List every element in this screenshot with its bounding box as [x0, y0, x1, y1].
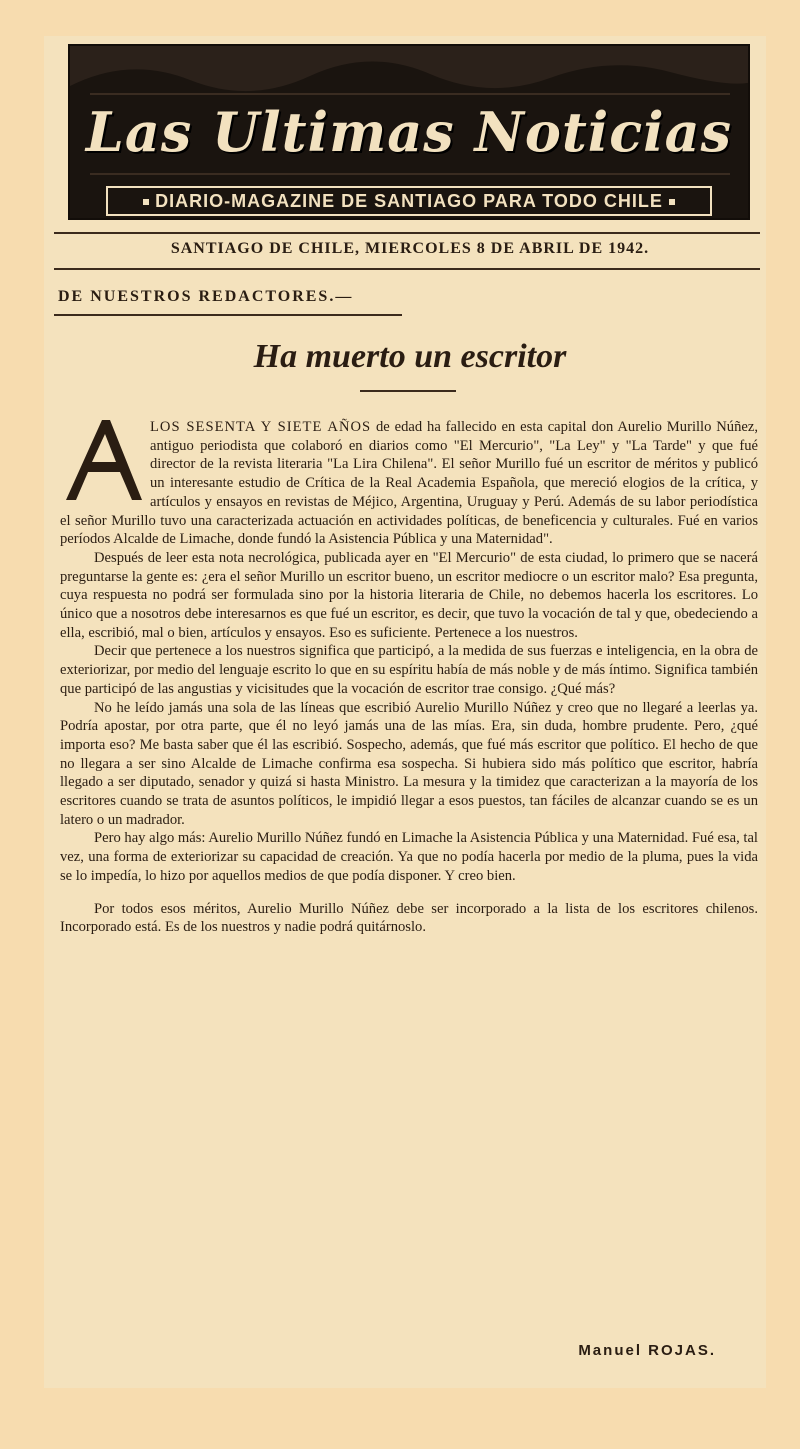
- article-paragraph: Pero hay algo más: Aurelio Murillo Núñez fundó en Limache la Asistencia Pública y una Maternidad. Fué esa, tal vez, una forma de exteriorizar su capacidad de creación. Ya que no podía hacerla por medio de la pluma, pues la vida se lo impedía, lo hizo por aquellos medios de que podía disponer. Y creo bien.: [60, 830, 758, 884]
- lead-caps: LOS SESENTA Y SIETE AÑOS: [150, 419, 372, 435]
- divider: [360, 390, 456, 392]
- article-body: [60, 418, 758, 937]
- article-paragraph: No he leído jamás una sola de las líneas que escribió Aurelio Murillo Núñez y creo que no llegaré a leerlas ya. Podría apostar, por otra parte, que él no leyó jamás una de las mías. Era, sin duda, hombre prudente. Pero, ¿qué importa eso? Me basta saber que él las escribió. Sospecho, además, que fué más escritor que político. El hecho de que no llegara a ser sino Alcalde de Limache confirma esa sospecha. Si hubiera sido más político que escritor, habría llegado a ser diputado, senador y quizá si hasta Ministro. La mesura y la timidez que caracterizan a la mayoría de los escritores cuando se trata de asuntos políticos, le impidió llegar a esos puestos, tan fáciles de alcanzar cuando se es un latero o un madrador.: [60, 699, 758, 828]
- bullet-icon: [143, 199, 149, 205]
- article-paragraph: Por todos esos méritos, Aurelio Murillo Núñez debe ser incorporado a la lista de los escritores chilenos. Incorporado está. Es de los nuestros y nadie podrá quitárnoslo.: [60, 900, 758, 936]
- article-paragraph: Decir que pertenece a los nuestros significa que participó, a la medida de sus fuerzas e inteligencia, en la obra de exteriorizar, por medio del lenguaje escrito lo que en su espíritu había de más noble y de más íntimo. Significa también que participó de las angustias y vicisitudes que la vocación de escritor trae consigo. ¿Qué más?: [60, 643, 758, 697]
- masthead-subtitle-text: DIARIO-MAGAZINE DE SANTIAGO PARA TODO CHILE: [155, 191, 663, 211]
- article-paragraph: [60, 418, 758, 549]
- masthead-title: Las Ultimas Noticias: [85, 100, 733, 164]
- byline: Manuel ROJAS.: [578, 1342, 716, 1359]
- dateline: SANTIAGO DE CHILE, MIERCOLES 8 DE ABRIL DE 1942.: [170, 240, 650, 257]
- divider: [54, 268, 760, 270]
- masthead-subtitle: [106, 186, 712, 216]
- paragraph-text: de edad ha fallecido en esta capital don Aurelio Murillo Núñez, antiguo periodista que colaboró en diarios como "El Mercurio", "La Ley" y "La Tarde" y que fué director de la revista literaria "La Lira Chilena". El señor Murillo fué un escritor de méritos y publicó un interesante estudio de Crítica de la Real Academia Española, que mereció elogios de la crítica, y artículos y ensayos en revistas de Méjico, Argentina, Uruguay y Perú. Además de su labor periodística el señor Murillo tuvo una caracterizada actuación en actividades políticas, de beneficencia y culturales. Fué en varios períodos Alcalde de Limache, donde fundó la Asistencia Pública y una Maternidad".: [60, 419, 758, 548]
- article-paragraph: Después de leer esta nota necrológica, publicada ayer en "El Mercurio" de esta ciudad, lo primero que se nacerá preguntarse la gente es: ¿era el señor Murillo un escritor bueno, un escritor mediocre o un escritor malo? Esa pregunta, cuya respuesta no podrá ser formulada sino por la historia literaria de Chile, no debemos hacerla los escritores. Lo único que a nosotros debe interesarnos es que fué un escritor, es decir, que tuvo la vocación de tal y que, obedeciendo a ella, escribió, mal o bien, artículos y ensayos. Eso es suficiente. Pertenece a los nuestros.: [60, 549, 758, 641]
- masthead: [68, 44, 750, 220]
- divider: [54, 232, 760, 234]
- bullet-icon: [669, 199, 675, 205]
- section-label: DE NUESTROS REDACTORES.—: [58, 288, 354, 305]
- divider: [54, 314, 402, 316]
- dropcap-space: [60, 418, 150, 498]
- headline: Ha muerto un escritor: [253, 338, 567, 375]
